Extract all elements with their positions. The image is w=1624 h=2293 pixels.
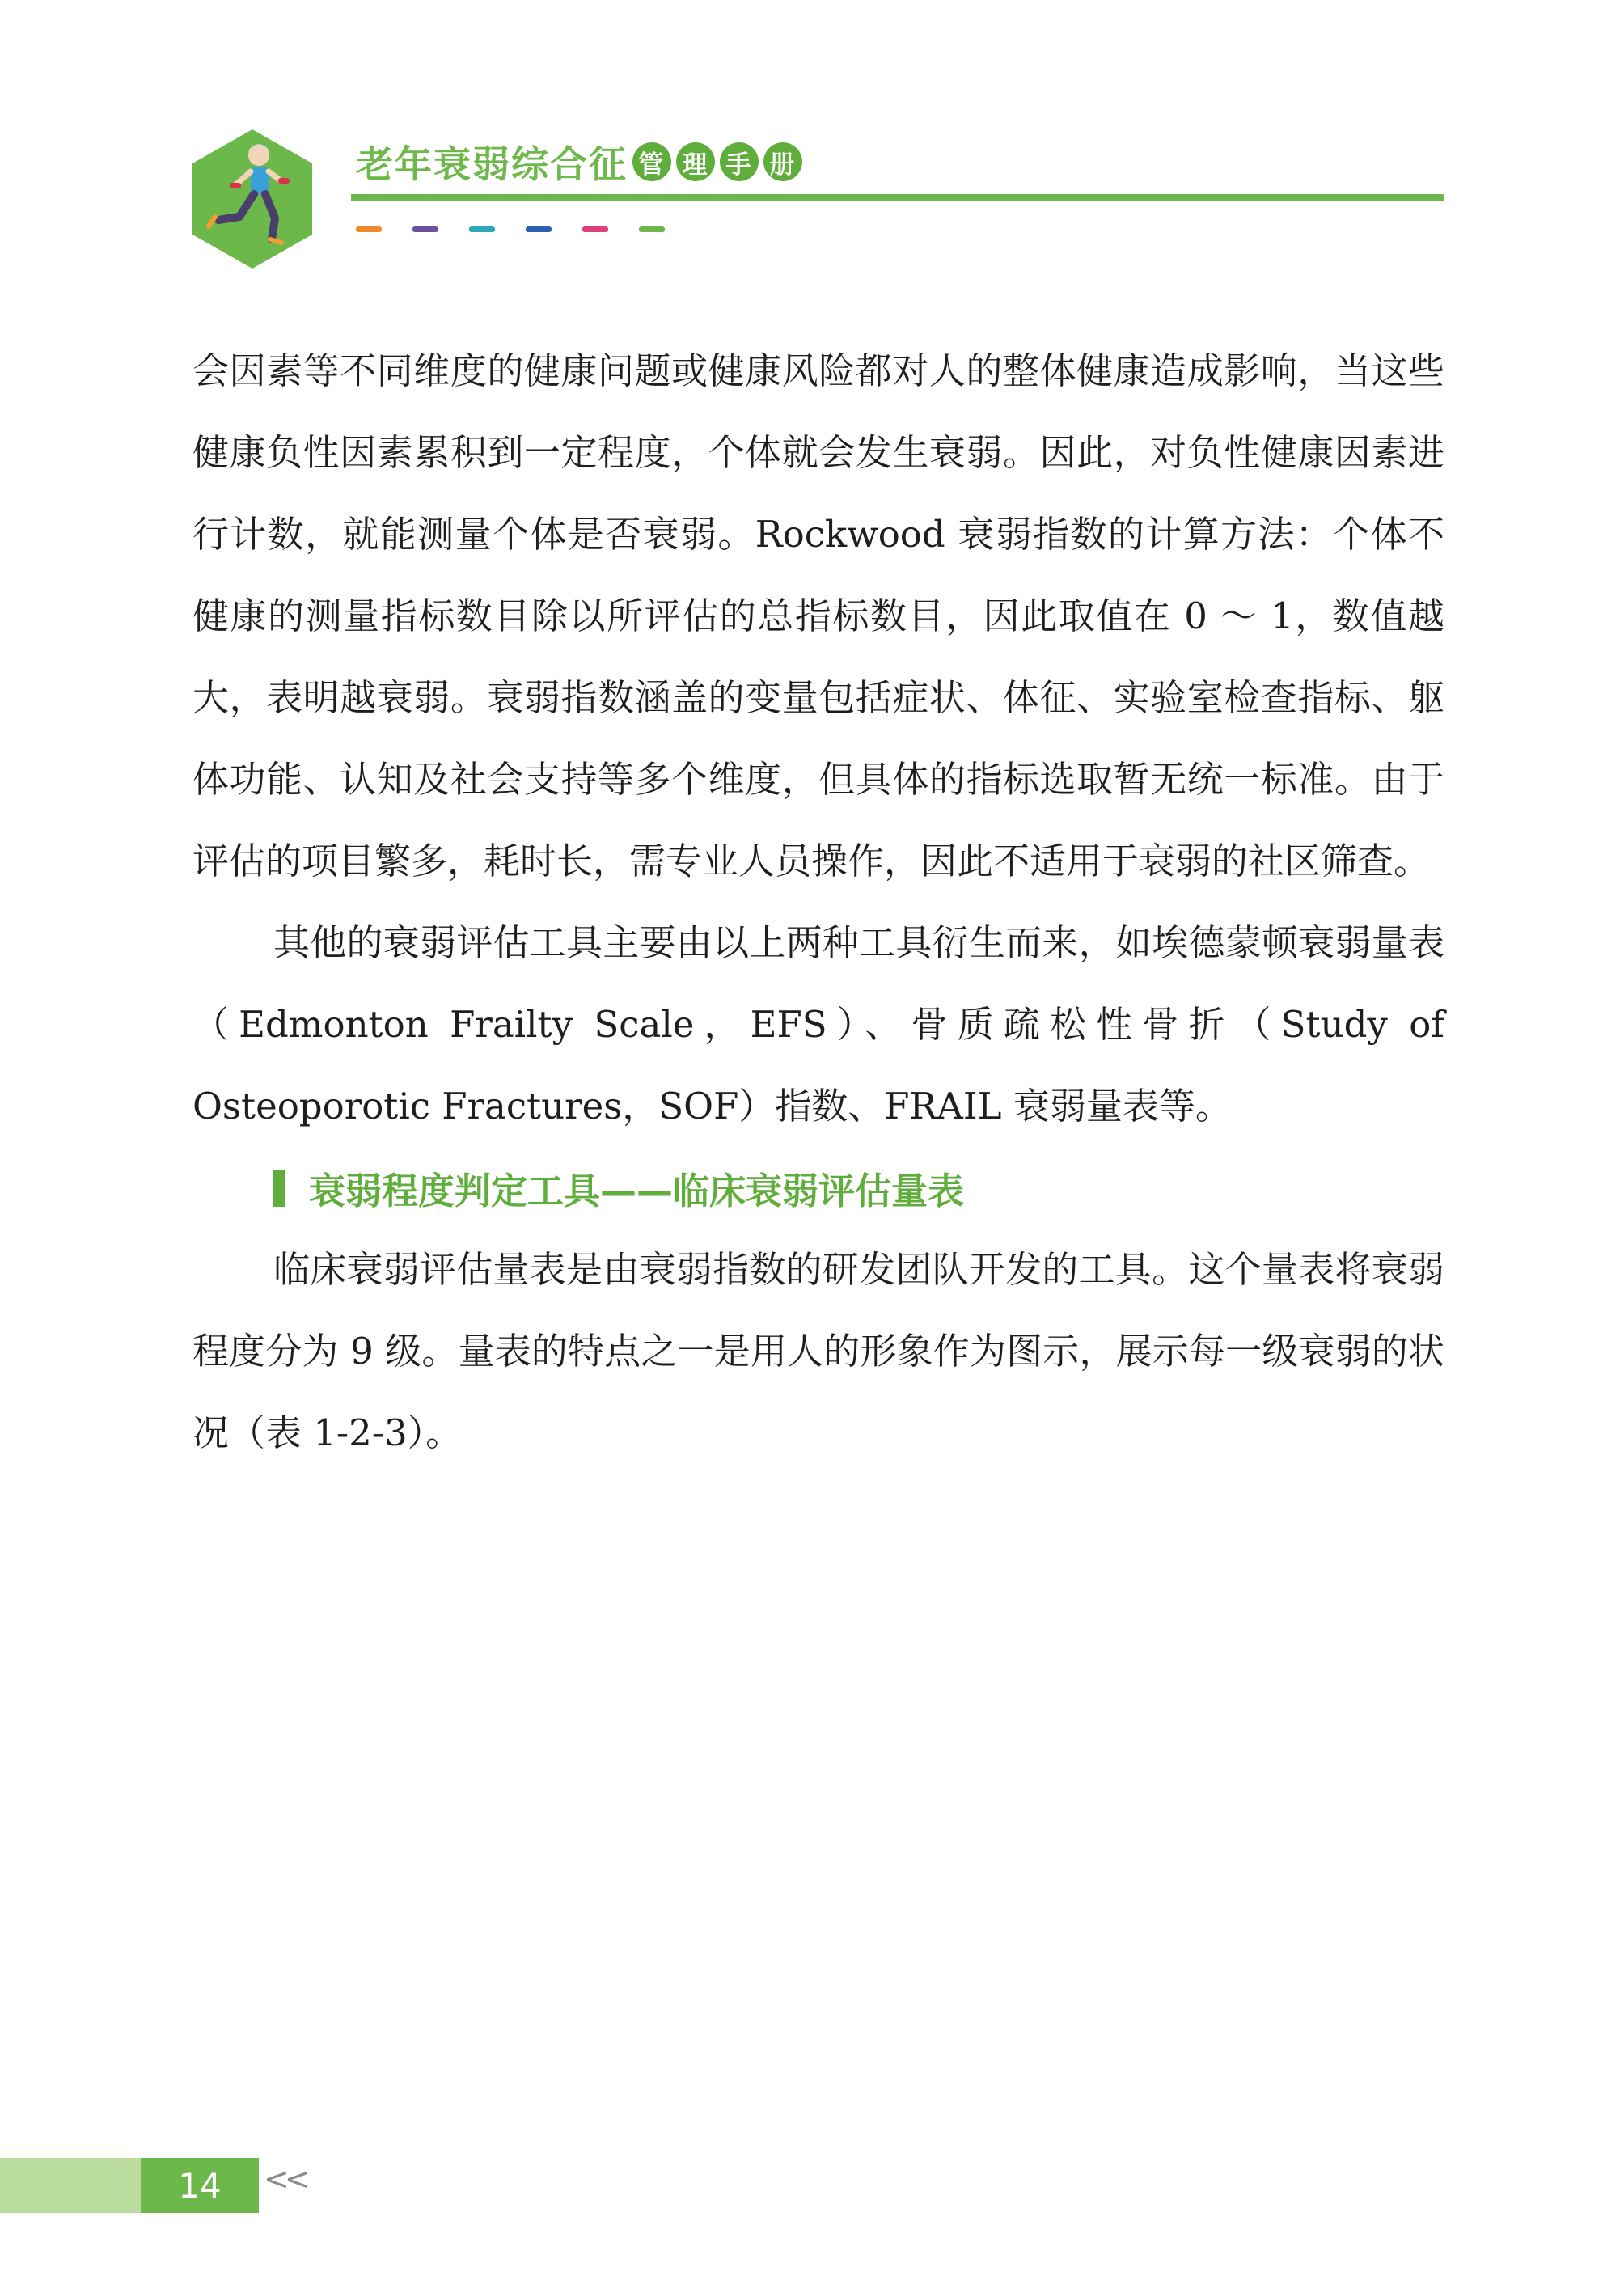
title-circle-char: 理 bbox=[676, 142, 715, 181]
title-circle-char: 册 bbox=[763, 142, 802, 181]
color-dash bbox=[469, 226, 495, 232]
heading-marker bbox=[273, 1170, 285, 1207]
header-divider bbox=[351, 194, 1444, 201]
chevron-left-icon: << bbox=[264, 2161, 306, 2197]
header-title bbox=[356, 139, 802, 184]
color-dash bbox=[582, 226, 608, 232]
header-logo bbox=[191, 128, 314, 270]
book-title: 老年衰弱综合征 bbox=[356, 142, 628, 186]
section-heading bbox=[192, 1147, 1444, 1229]
color-dash bbox=[526, 226, 552, 232]
elderly-runner-hexagon-icon bbox=[191, 128, 314, 270]
header-color-dashes bbox=[356, 226, 665, 232]
paragraph: 其他的衰弱评估工具主要由以上两种工具衍生而来，如埃德蒙顿衰弱量表（Edmonton Frailty Scale，EFS）、骨质疏松性骨折（Study of Osteoporotic Fractures，SOF）指数、FRAIL 衰弱量表等。 bbox=[192, 921, 1444, 1127]
footer-bar bbox=[0, 2158, 141, 2213]
paragraph: 会因素等不同维度的健康问题或健康风险都对人的整体健康造成影响，当这些健康负性因素累积到一定程度，个体就会发生衰弱。因此，对负性健康因素进行计数，就能测量个体是否衰弱。Rockwood 衰弱指数的计算方法：个体不健康的测量指标数目除以所评估的总指标数目，因此取值在 0 ～ 1，数值越大，表明越衰弱。衰弱指数涵盖的变量包括症状、体征、实验室检查指标、躯体功能、认知及社会支持等多个维度，但具体的指标选取暂无统一标准。由于评估的项目繁多，耗时长，需专业人员操作，因此不适用于衰弱的社区筛查。 bbox=[192, 349, 1444, 882]
paragraph: 临床衰弱评估量表是由衰弱指数的研发团队开发的工具。这个量表将衰弱程度分为 9 级。量表的特点之一是用人的形象作为图示，展示每一级衰弱的状况（表 1-2-3）。 bbox=[192, 1248, 1444, 1454]
color-dash bbox=[639, 226, 665, 232]
title-circle-char: 管 bbox=[632, 142, 671, 181]
body-text bbox=[192, 330, 1444, 1474]
title-circles bbox=[632, 142, 802, 181]
color-dash bbox=[356, 226, 382, 232]
section-heading-text: 衰弱程度判定工具——临床衰弱评估量表 bbox=[309, 1170, 965, 1212]
color-dash bbox=[412, 226, 438, 232]
page-number: 14 bbox=[141, 2158, 259, 2213]
title-circle-char: 手 bbox=[720, 142, 759, 181]
